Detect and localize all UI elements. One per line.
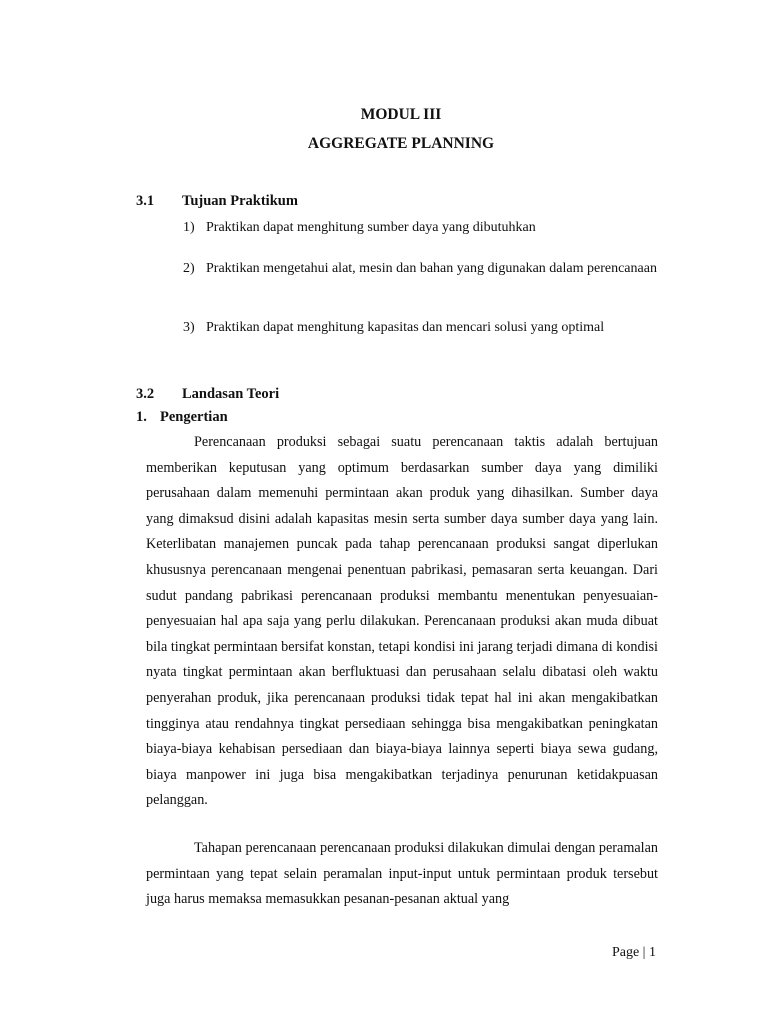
section-title: Tujuan Praktikum [182,193,298,209]
section-heading-landasan [136,386,279,403]
list-item-number: 2) [183,261,195,276]
list-item-text: Praktikan dapat menghitung sumber daya yang dibutuhkan [206,220,536,235]
section-title: Landasan Teori [182,386,280,402]
list-item [183,215,658,240]
list-item-number: 3) [183,320,195,335]
section-number: 3.1 [136,193,155,209]
subheading-title: Pengertian [160,409,228,425]
list-item [183,315,658,340]
section-number: 3.2 [136,386,155,402]
page-number: Page | 1 [611,945,656,960]
list-item-number: 1) [183,220,195,235]
subheading-pengertian [136,409,228,426]
subheading-number: 1. [136,409,147,425]
body-paragraph: Tahapan perencanaan perencanaan produksi dilakukan dimulai dengan peramalan permintaan yang tepat selain peramalan input-input untuk permintaan produk tersebut juga harus memaksa memasukkan pesanan-pesanan aktual yang [146,840,658,908]
module-title: MODUL III [360,106,442,123]
list-item-text: Praktikan dapat menghitung kapasitas dan mencari solusi yang optimal [206,320,605,335]
module-subtitle: AGGREGATE PLANNING [307,135,495,152]
body-paragraph: Perencanaan produksi sebagai suatu perencanaan taktis adalah bertujuan memberikan keputusan yang optimum berdasarkan sumber daya yang dimiliki perusahaan dalam memenuhi permintaan akan produk yang dihasilkan. Sumber daya yang dimaksud disini adalah kapasitas mesin serta sumber daya sumber daya yang lain. Keterlibatan manajemen puncak pada tahap perencanaan produksi sangat diperlukan khususnya perencanaan mengenai penentuan pabrikasi, pemasaran serta keuangan. Dari sudut pandang pabrikasi perencanaan produksi membantu menentukan penyesuaian-penyesuaian hal apa saja yang perlu dilakukan. Perencanaan produksi akan muda dibuat bila tingkat permintaan bersifat konstan, tetapi kondisi ini jarang terjadi dimana di kondisi nyata tingkat permintaan akan berfluktuasi dan perusahaan selalu dibatasi oleh waktu penyerahan produk, jika perencanaan produksi tidak tepat hal ini akan mengakibatkan tingginya atau rendahnya tingkat persediaan sehingga bisa mengakibatkan peningkatan biaya-biaya kehabisan persediaan dan biaya-biaya lainnya seperti biaya sewa gudang, biaya manpower ini juga bisa mengakibatkan terjadinya penurunan ketidakpuasan pelanggan. [146,434,658,809]
list-item [183,256,658,281]
list-item-text: Praktikan mengetahui alat, mesin dan bahan yang digunakan dalam perencanaan [206,261,657,276]
section-heading-tujuan [136,193,298,210]
